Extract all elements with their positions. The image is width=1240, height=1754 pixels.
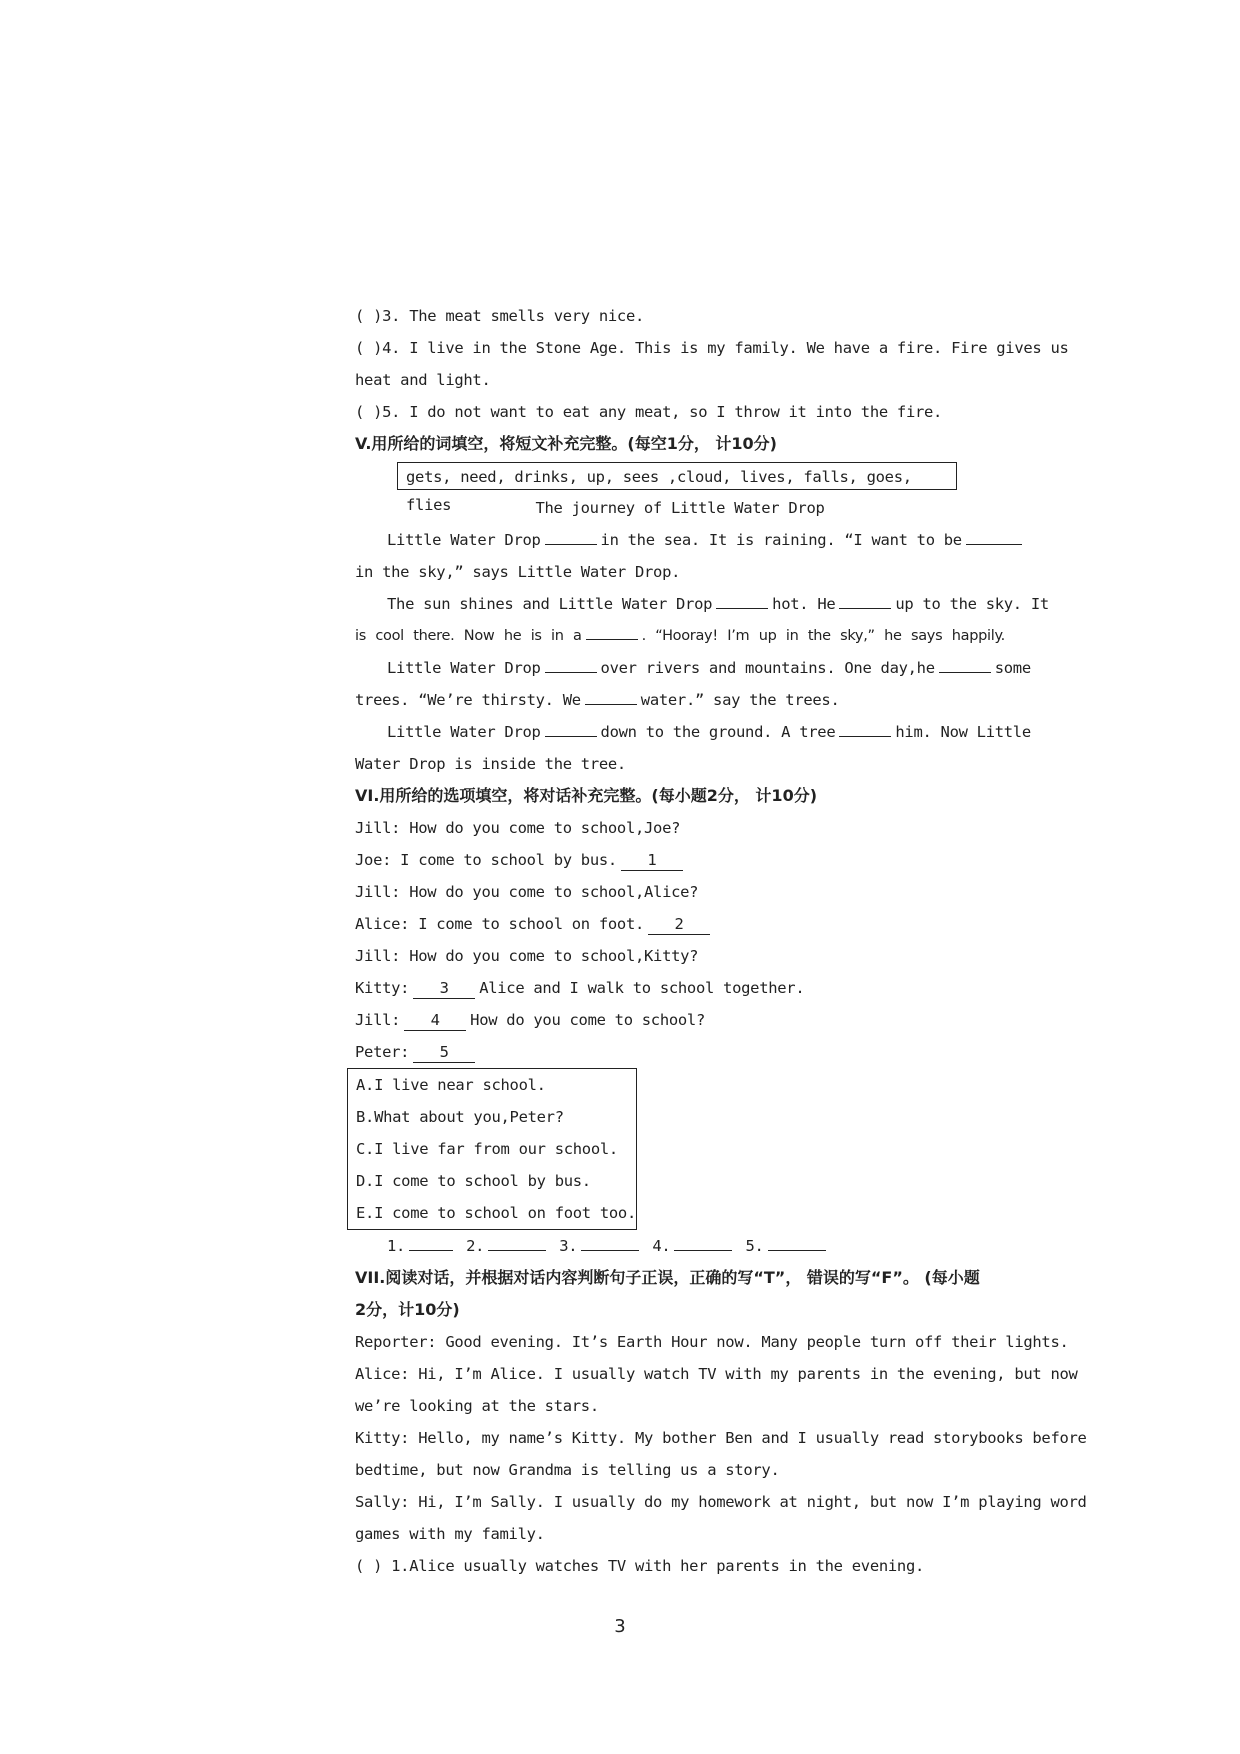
passage-text: in the sea. It is raining. “I want to be (600, 531, 962, 549)
answer-blank[interactable] (768, 1232, 826, 1251)
dialogue-text: Jill: (355, 1011, 401, 1029)
dialogue-line (355, 844, 1005, 876)
dialogue-line: Alice: Hi, I’m Alice. I usually watch TV with my parents in the evening, but now (355, 1365, 1078, 1383)
section-heading: VII.阅读对话，并根据对话内容判断句子正误，正确的写“T”， 错误的写“F”。 (每小题 (355, 1268, 980, 1287)
answer-blank[interactable] (716, 590, 768, 609)
question-line: ( ) 1.Alice usually watches TV with her parents in the evening. (355, 1557, 925, 1575)
passage-text: trees. “We’re thirsty. We (355, 691, 581, 709)
passage-line (355, 524, 1005, 556)
dialogue-text: Joe: I come to school by bus. (355, 851, 617, 869)
answer-label: 3. (559, 1237, 578, 1255)
passage-line (355, 684, 1005, 716)
passage-text: over rivers and mountains. One day,he (600, 659, 935, 677)
passage-text: . “Hooray! I’m up in the sky,” he says happily. (641, 628, 1005, 644)
answer-label: 4. (652, 1237, 671, 1255)
dialogue-line (355, 1004, 1005, 1036)
dialogue-line: Jill: How do you come to school,Joe? (355, 819, 681, 837)
option-item: C.I live far from our school. (356, 1140, 618, 1158)
dialogue-line: Kitty: Hello, my name’s Kitty. My bother Ben and I usually read storybooks before (355, 1429, 1087, 1447)
answer-blank[interactable] (545, 526, 597, 545)
dialogue-text: Alice: I come to school on foot. (355, 915, 645, 933)
dialogue-line: bedtime, but now Grandma is telling us a story. (355, 1461, 780, 1479)
answer-blank[interactable] (674, 1232, 732, 1251)
option-item: B.What about you,Peter? (356, 1108, 564, 1126)
passage-text: down to the ground. A tree (600, 723, 836, 741)
options-box (347, 1068, 637, 1230)
option-item: E.I come to school on foot too. (356, 1204, 636, 1222)
answer-blank[interactable] (585, 686, 637, 705)
dialogue-line (355, 908, 1005, 940)
exam-content (355, 300, 1087, 1582)
answer-row (355, 1230, 1005, 1262)
dialogue-text: How do you come to school? (470, 1011, 705, 1029)
answer-blank[interactable] (586, 621, 638, 640)
passage-text: water.” say the trees. (640, 691, 840, 709)
passage-text: is cool there. Now he is in a (355, 628, 582, 644)
question-line: ( )3. The meat smells very nice. (355, 307, 645, 325)
answer-blank[interactable] (409, 1232, 453, 1251)
passage-text: him. Now Little (895, 723, 1031, 741)
dialogue-line: games with my family. (355, 1525, 545, 1543)
section-heading: V.用所给的词填空，将短文补充完整。(每空1分， 计10分) (355, 434, 777, 453)
section-heading: VI.用所给的选项填空，将对话补充完整。(每小题2分， 计10分) (355, 786, 818, 805)
answer-blank[interactable] (545, 654, 597, 673)
passage-line: Water Drop is inside the tree. (355, 755, 626, 773)
passage-line (355, 652, 1031, 684)
answer-blank[interactable] (545, 718, 597, 737)
passage-title: The journey of Little Water Drop (535, 499, 825, 517)
question-line: heat and light. (355, 371, 491, 389)
answer-blank[interactable] (939, 654, 991, 673)
answer-label: 5. (745, 1237, 764, 1255)
dialogue-line: Sally: Hi, I’m Sally. I usually do my homework at night, but now I’m playing word (355, 1493, 1087, 1511)
passage-text: Little Water Drop (387, 723, 541, 741)
question-line: ( )5. I do not want to eat any meat, so I throw it into the fire. (355, 403, 943, 421)
dialogue-line: we’re looking at the stars. (355, 1397, 599, 1415)
answer-blank[interactable] (839, 718, 891, 737)
passage-line (355, 716, 1031, 748)
answer-blank[interactable] (581, 1232, 639, 1251)
dialogue-line (355, 1036, 1005, 1068)
dialogue-line: Jill: How do you come to school,Alice? (355, 883, 699, 901)
numbered-blank[interactable]: 1 (621, 850, 683, 871)
question-line: ( )4. I live in the Stone Age. This is my family. We have a fire. Fire gives us (355, 339, 1069, 357)
answer-blank[interactable] (966, 526, 1022, 545)
passage-line (355, 588, 1049, 620)
passage-text: Little Water Drop (387, 659, 541, 677)
dialogue-text: Kitty: (355, 979, 410, 997)
dialogue-line (355, 972, 1005, 1004)
passage-line (355, 620, 1005, 652)
passage-text: The sun shines and Little Water Drop (387, 595, 713, 613)
passage-text: hot. He (772, 595, 836, 613)
option-item: D.I come to school by bus. (356, 1172, 591, 1190)
answer-blank[interactable] (839, 590, 891, 609)
answer-label: 2. (466, 1237, 485, 1255)
answer-blank[interactable] (488, 1232, 546, 1251)
option-item: A.I live near school. (356, 1076, 546, 1094)
page-number: 3 (614, 1616, 626, 1637)
numbered-blank[interactable]: 3 (413, 978, 475, 999)
passage-text: up to the sky. It (895, 595, 1049, 613)
dialogue-text: Peter: (355, 1043, 410, 1061)
dialogue-line: Jill: How do you come to school,Kitty? (355, 947, 699, 965)
word-bank-box: gets, need, drinks, up, sees ,cloud, lives, falls, goes, flies (397, 462, 957, 490)
answer-label: 1. (387, 1237, 406, 1255)
dialogue-text: Alice and I walk to school together. (479, 979, 805, 997)
numbered-blank[interactable]: 2 (648, 914, 710, 935)
section-heading: 2分，计10分) (355, 1300, 460, 1319)
numbered-blank[interactable]: 4 (404, 1010, 466, 1031)
passage-text: some (994, 659, 1031, 677)
numbered-blank[interactable]: 5 (413, 1042, 475, 1063)
passage-text: Little Water Drop (387, 531, 541, 549)
passage-line: in the sky,” says Little Water Drop. (355, 563, 681, 581)
dialogue-line: Reporter: Good evening. It’s Earth Hour now. Many people turn off their lights. (355, 1333, 1069, 1351)
